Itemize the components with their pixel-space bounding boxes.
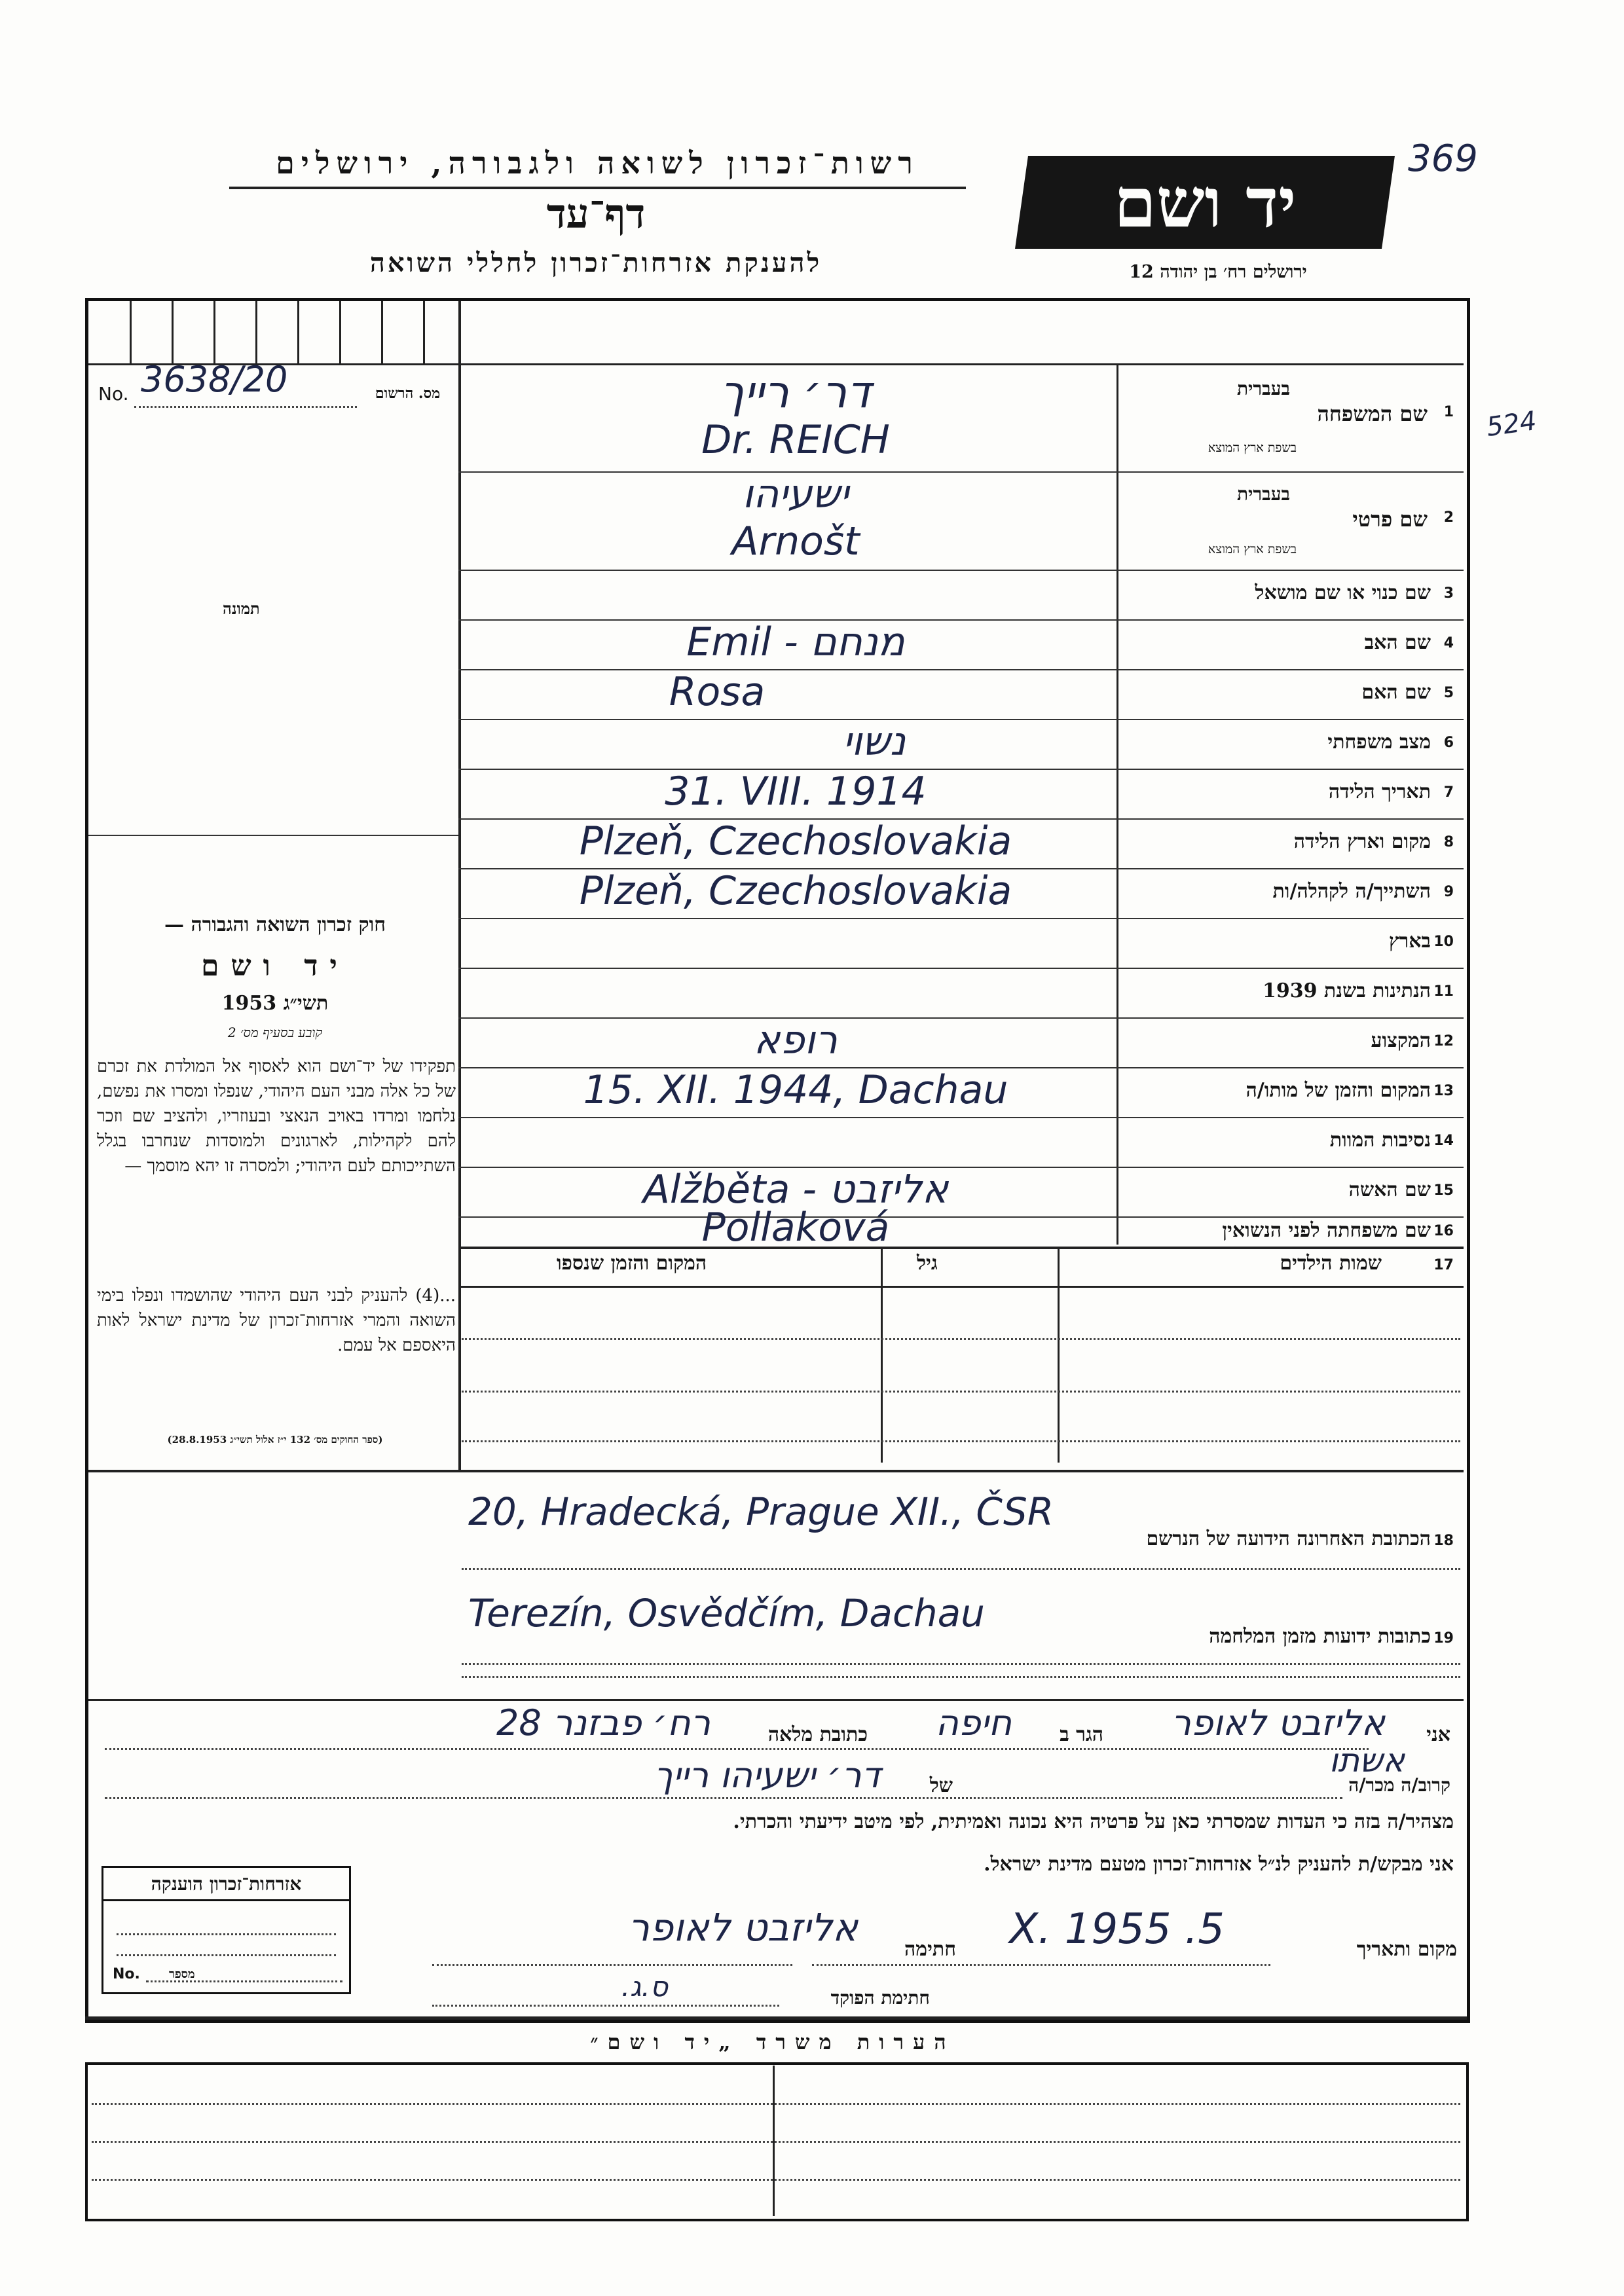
- law-name: יד ושם: [201, 949, 349, 983]
- field-row-profession: [458, 1017, 1460, 1067]
- citizenship-no-label: No.: [113, 1966, 140, 1982]
- field-value: Emil - מנחם: [686, 619, 905, 665]
- field-row-first-name: [458, 471, 1460, 570]
- family-name-hebrew: דר׳ רייך: [720, 367, 872, 418]
- field-row-marital-status: [458, 719, 1460, 769]
- field-row-family-name: [458, 363, 1460, 471]
- field-row-death-place-time: [458, 1067, 1460, 1117]
- place-date-line: [367, 1899, 1460, 1971]
- field-number: 14: [1433, 1133, 1454, 1149]
- declaration-request: אני מבקש/ת להעניק לנ״ל אזרחות־זכרון מטעם מדינת ישראל.: [984, 1853, 1454, 1876]
- children-names-header: שמות הילדים: [1280, 1252, 1382, 1275]
- field-value: Pollaková: [701, 1205, 890, 1250]
- law-year: תשי״ג 1953: [221, 992, 329, 1015]
- field-number: 11: [1433, 983, 1454, 1000]
- field-number: 3: [1443, 585, 1454, 602]
- law-body: תפקידו של יד־ושם הוא לאסוף אל המולדת את זכרם של כל אלה מבני העם היהודי, שנפלו ומסרו את נפשם, נלחמו ומרדו באויב הנאצי ובעוזריו, ולהציב שם וזכר להם לקהילות, לארגונים ולמוסדות שנחרבו בגלל השתייכותם לעם היהודי; ולמסרה זו יהא מוסמך —: [97, 1057, 456, 1176]
- field-label: שם האם: [1361, 681, 1431, 704]
- first-name-original: Arnošt: [731, 519, 860, 564]
- field-value: רופא: [754, 1017, 838, 1063]
- field-row-birth-date: [458, 769, 1460, 818]
- declarant-address: רח׳ פבזנר 28: [496, 1702, 710, 1743]
- field-number: 10: [1433, 934, 1454, 950]
- field-number: 12: [1433, 1033, 1454, 1049]
- field-label: מקום וארץ הלידה: [1293, 830, 1431, 853]
- field-number: 17: [1433, 1257, 1454, 1273]
- office-notes-title: הערות משרד „יד ושם״: [590, 2030, 955, 2054]
- officer-signature: ס.ג.: [621, 1971, 668, 2003]
- field-sublabel-origin: בשפת ארץ המוצא: [1208, 542, 1297, 556]
- of-person-name: דר׳ ישעיהו רייך: [654, 1755, 881, 1796]
- wartime-address-label: כתובות ידועות מזמן המלחמה: [1209, 1625, 1431, 1648]
- field-label: שם משפחתה לפני הנשואין: [1222, 1219, 1431, 1242]
- declaration-date: 5. X. 1955: [1009, 1905, 1225, 1954]
- officer-signature-label: חתימת הפוקד: [830, 1987, 930, 2009]
- field-label: בארץ: [1388, 930, 1431, 953]
- field-value: 15. XII. 1944, Dachau: [583, 1067, 1008, 1113]
- children-age-header: גיל: [917, 1252, 938, 1275]
- relation-value: אשתו: [1329, 1741, 1405, 1779]
- field-number: 18: [1433, 1533, 1454, 1549]
- declarant-line: [92, 1702, 1457, 1751]
- field-number: 7: [1443, 784, 1454, 801]
- law-body-clause-4: ...(4) להעניק לבני העם היהודי שהושמדו ונפלו בימי השואה והמרי אזרחות־זכרון של מדינת ישראל לאות היאספם אל עמם.: [97, 1286, 456, 1355]
- field-number: 15: [1433, 1182, 1454, 1199]
- field-value: 31. VIII. 1914: [665, 769, 927, 814]
- org-line: רשות־זכרון לשואה ולגבורה, ירושלים: [276, 145, 919, 181]
- first-name-hebrew: ישעיהו: [742, 471, 849, 517]
- margin-note: 524: [1485, 405, 1539, 443]
- citizenship-number-label: מספר: [169, 1967, 195, 1981]
- ani-label: אני: [1426, 1723, 1450, 1746]
- field-number: 2: [1443, 509, 1454, 526]
- field-label: שם כנוי או שם מושאל: [1255, 581, 1431, 604]
- declarant-name: אליזבט לאופר: [1171, 1702, 1385, 1743]
- page-number: 369: [1408, 137, 1478, 180]
- signature-label: חתימה: [904, 1938, 956, 1961]
- field-label: המקום והזמן של מותו/ה: [1246, 1079, 1431, 1102]
- field-row-mother-name: [458, 669, 1460, 719]
- field-label: שם האשה: [1348, 1178, 1431, 1201]
- field-label: נסיבות המוות: [1329, 1129, 1431, 1152]
- field-row-citizenship-1939: [458, 968, 1460, 1017]
- field-row-wife-maiden-name: [458, 1205, 1460, 1250]
- field-sublabel-hebrew: בעברית: [1236, 378, 1290, 399]
- relation-line: [92, 1741, 1457, 1804]
- full-address-label: כתובת מלאה: [767, 1723, 868, 1746]
- field-label: שם פרטי: [1352, 507, 1428, 532]
- registration-number: 3638/20: [141, 359, 288, 400]
- declarant-signature: אליזבט לאופר: [628, 1905, 858, 1950]
- law-clause: קובע בסעיף מס׳ 2: [227, 1025, 323, 1040]
- children-place-header: המקום והזמן שנספו: [557, 1252, 707, 1275]
- field-sublabel-hebrew: בעברית: [1236, 483, 1290, 505]
- resides-in-label: הגר ב: [1060, 1723, 1103, 1746]
- field-row-father-name: [458, 619, 1460, 669]
- field-row-death-circumstances: [458, 1117, 1460, 1167]
- field-number: 5: [1443, 685, 1454, 701]
- field-sublabel-origin: בשפת ארץ המוצא: [1208, 441, 1297, 455]
- field-label: שם האב: [1364, 631, 1431, 654]
- declarant-city: חיפה: [935, 1702, 1012, 1743]
- field-label: השתייך/ה לקהלה/ות: [1272, 880, 1431, 903]
- law-source: (ספר החוקים מס׳ 132 י״ז אלול תשי״ג 28.8.1953): [167, 1434, 383, 1446]
- field-label: תאריך הלידה: [1328, 780, 1431, 803]
- field-number: 19: [1433, 1630, 1454, 1647]
- field-number: 4: [1443, 635, 1454, 651]
- relation-label: קרוב/ה מכר/ה: [1348, 1774, 1450, 1796]
- field-label: מצב משפחתי: [1327, 731, 1431, 754]
- document-title: דף־עד: [546, 190, 646, 238]
- field-number: 16: [1433, 1223, 1454, 1239]
- wartime-address-value: Terezín, Osvědčím, Dachau: [468, 1591, 985, 1635]
- citizenship-box-title: אזרחות־זכרון הוענקה: [103, 1873, 349, 1901]
- field-value: Plzeň, Czechoslovakia: [579, 818, 1012, 864]
- org-underline: [229, 187, 966, 189]
- wartime-address-row: [458, 1571, 1460, 1656]
- registration-no-label: No.: [98, 383, 129, 405]
- address-line: ירושלים רח׳ בן יהודה 12: [1129, 262, 1307, 282]
- last-address-label: הכתובת האחרונה הידועה של הנרשם: [1146, 1527, 1431, 1550]
- field-value: Rosa: [669, 669, 766, 715]
- officer-line: [367, 1971, 1022, 2016]
- photo-label: תמונה: [223, 599, 260, 618]
- of-label: של: [929, 1774, 953, 1797]
- family-name-original: Dr. REICH: [701, 417, 890, 463]
- field-label: הנתינות בשנת 1939: [1262, 979, 1431, 1002]
- field-label: המקצוע: [1371, 1029, 1431, 1052]
- place-date-label: מקום ותאריך: [1356, 1938, 1457, 1961]
- registration-label: מס. הרשום: [375, 385, 441, 402]
- field-number: 13: [1433, 1083, 1454, 1099]
- field-number: 8: [1443, 834, 1454, 850]
- field-row-country: [458, 918, 1460, 968]
- children-header: [458, 1247, 1460, 1286]
- field-value: נשוי: [842, 719, 906, 765]
- last-address-row: [458, 1470, 1460, 1568]
- field-row-community: [458, 868, 1460, 918]
- field-row-birth-place: [458, 818, 1460, 868]
- field-row-nickname: [458, 570, 1460, 619]
- field-value: Alžběta - אליזבט: [642, 1167, 949, 1212]
- field-value: Plzeň, Czechoslovakia: [579, 868, 1012, 914]
- document-subtitle: להענקת אזרחות־זכרון לחללי השואה: [369, 247, 822, 278]
- last-address-value: 20, Hradecká, Prague XII., ČSR: [468, 1489, 1054, 1534]
- yad-vashem-logo: [1015, 156, 1395, 249]
- declaration-statement: מצהיר/ה בזה כי העדות שמסרתי כאן על פרטיה היא נכונה ואמיתית, לפי מיטב ידיעתי והכרתי.: [733, 1810, 1454, 1833]
- logo-text: יד ושם: [1113, 162, 1297, 243]
- field-number: 6: [1443, 735, 1454, 751]
- field-label: שם המשפחה: [1317, 401, 1428, 426]
- citizenship-granted-box: [101, 1866, 351, 1994]
- field-number: 1: [1443, 404, 1454, 420]
- field-number: 9: [1443, 884, 1454, 900]
- law-title: חוק זכרון השואה והגבורה —: [164, 913, 386, 936]
